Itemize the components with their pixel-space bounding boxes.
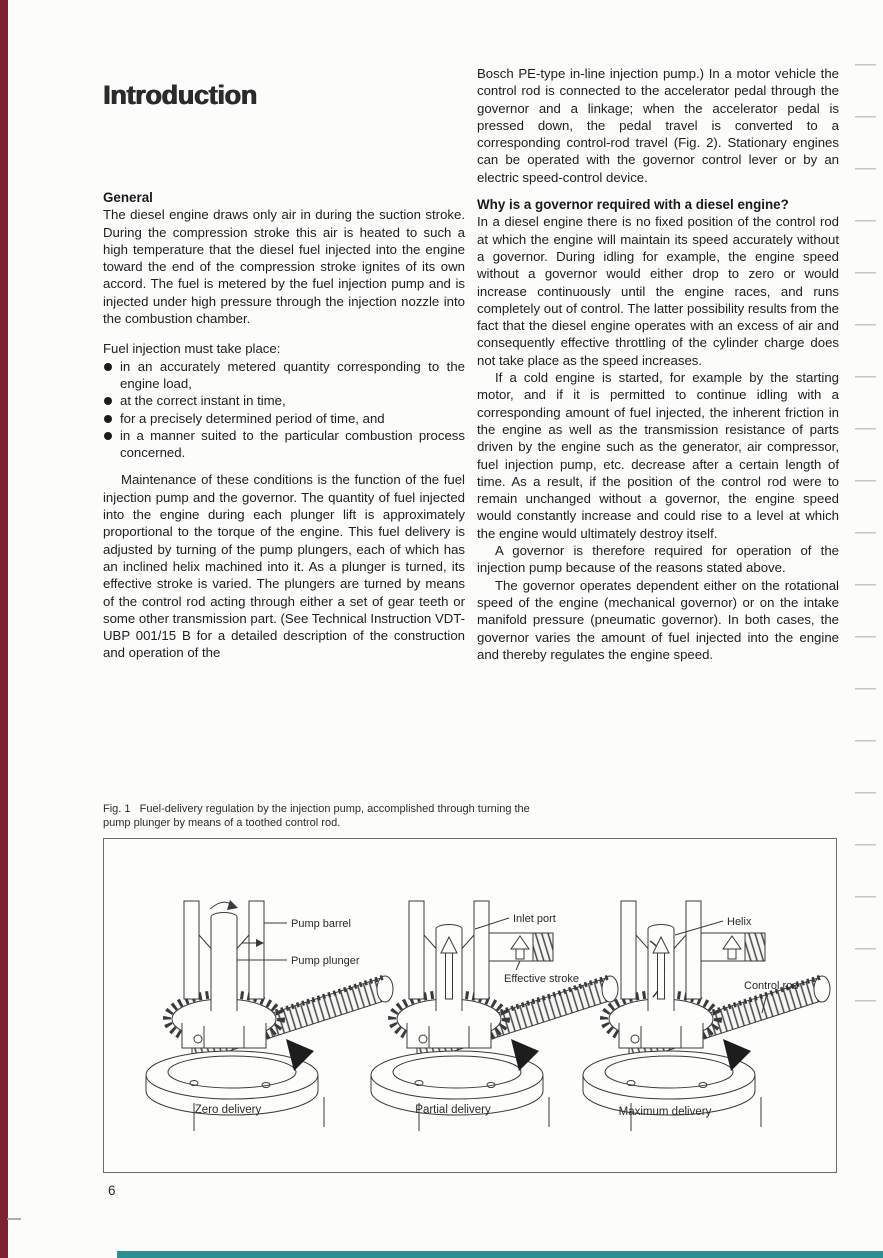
bullet-item: in a manner suited to the particular combustion process concerned. bbox=[103, 427, 465, 462]
left-column bbox=[103, 189, 465, 662]
bottom-edge-stripe bbox=[117, 1251, 883, 1258]
paragraph-general: The diesel engine draws only air in during the suction stroke. During the compression stroke this air is heated to such a high temperature that the diesel fuel injected into the engine toward the end of the compression stroke ignites of its own accord. The fuel is metered by the fuel injection pump and is injected under high pressure through the injection nozzle into the combustion chamber. bbox=[103, 207, 465, 327]
label-zero-delivery: Zero delivery bbox=[194, 1104, 262, 1116]
paragraph-governor-required: A governor is therefore required for operation of the injection pump because of the reasons stated above. bbox=[477, 543, 839, 576]
scan-edge-marks bbox=[855, 64, 876, 1018]
label-inlet-port: Inlet port bbox=[513, 913, 556, 925]
paragraph-cold-engine: If a cold engine is started, for example by the starting motor, and if it is permitted to continue idling with a corresponding amount of fuel injected, the inherent friction in the engine as well as the transmission resistance of parts driven by the engine such as the generator, air compressor, fuel injection pump, etc. decrease after a certain length of time. As a result, if the position of the control rod were to remain unchanged without a governor, the engine speed would constantly increase and could rise to a level at which the engine would ultimately destroy itself. bbox=[477, 370, 839, 541]
label-pump-plunger: Pump plunger bbox=[291, 955, 360, 967]
figure-illustration bbox=[104, 839, 836, 1172]
paragraph-no-fixed-position: In a diesel engine there is no fixed position of the control rod at which the engine will maintain its speed accurately without a governor. During idling for example, the engine speed without a governor would either drop to zero or would increase continuously until the engine races, and runs completely out of control. The latter possibility results from the fact that the diesel engine operates with an excess of air and consequently effective throttling of the cylinder charge does not take place as the speed increases. bbox=[477, 214, 839, 368]
heading-general: General bbox=[103, 190, 153, 205]
label-helix: Helix bbox=[727, 916, 752, 928]
heading-governor-question: Why is a governor required with a diesel engine? bbox=[477, 197, 789, 213]
paragraph-maintenance: Maintenance of these conditions is the function of the fuel injection pump and the governor. The quantity of fuel injected into the engine during each plunger lift is approximately proportional to the torque of the engine. This fuel delivery is adjusted by turning of the pump plungers, each of which has an inclined helix machined into it. As a plunger is turned, its effective stroke is varied. The plungers are turned by means of the control rod acting through either a set of gear teeth or some other transmission part. (See Technical Instruction VDT-UBP 001/15 B for a detailed description of the construction and operation of the bbox=[103, 472, 465, 661]
scan-artifact bbox=[7, 1218, 21, 1220]
paragraph-bosch: Bosch PE-type in-line injection pump.) In a motor vehicle the control rod is connected to the accelerator pedal through the governor and a linkage; when the accelerator pedal is pressed down, the pedal travel is converted to a corresponding control-rod travel (Fig. 2). Stationary engines can be operated with the governor control lever or by an electric speed-control device. bbox=[477, 66, 839, 185]
bullet-item: in an accurately metered quantity corresponding to the engine load, bbox=[103, 358, 465, 393]
paragraph-governor-operates: The governor operates dependent either on the rotational speed of the engine (mechanical governor) or on the intake manifold pressure (pneumatic governor). In both cases, the governor varies the amount of fuel injected into the engine and thereby regulates the engine speed. bbox=[477, 577, 839, 662]
label-control-rod: Control rod bbox=[744, 980, 799, 992]
figure-box bbox=[103, 838, 837, 1173]
label-effective-stroke: Effective stroke bbox=[504, 973, 579, 985]
label-pump-barrel: Pump barrel bbox=[291, 918, 351, 930]
left-edge-stripe bbox=[0, 0, 8, 1258]
right-column bbox=[477, 65, 839, 663]
label-partial-delivery: Partial delivery bbox=[415, 1104, 491, 1116]
page-number: 6 bbox=[108, 1183, 116, 1198]
fuel-injection-bullet-list bbox=[103, 358, 465, 462]
figure-caption: Fig. 1 Fuel-delivery regulation by the injection pump, accomplished through turning the pump plunger by means of a toothed control rod. bbox=[103, 803, 533, 829]
paragraph-fuel-intro: Fuel injection must take place: bbox=[103, 341, 281, 357]
bullet-item: at the correct instant in time, bbox=[103, 392, 465, 409]
label-maximum-delivery: Maximum delivery bbox=[618, 1106, 712, 1118]
page-title: Introduction bbox=[103, 80, 257, 111]
bullet-item: for a precisely determined period of time, and bbox=[103, 410, 465, 427]
